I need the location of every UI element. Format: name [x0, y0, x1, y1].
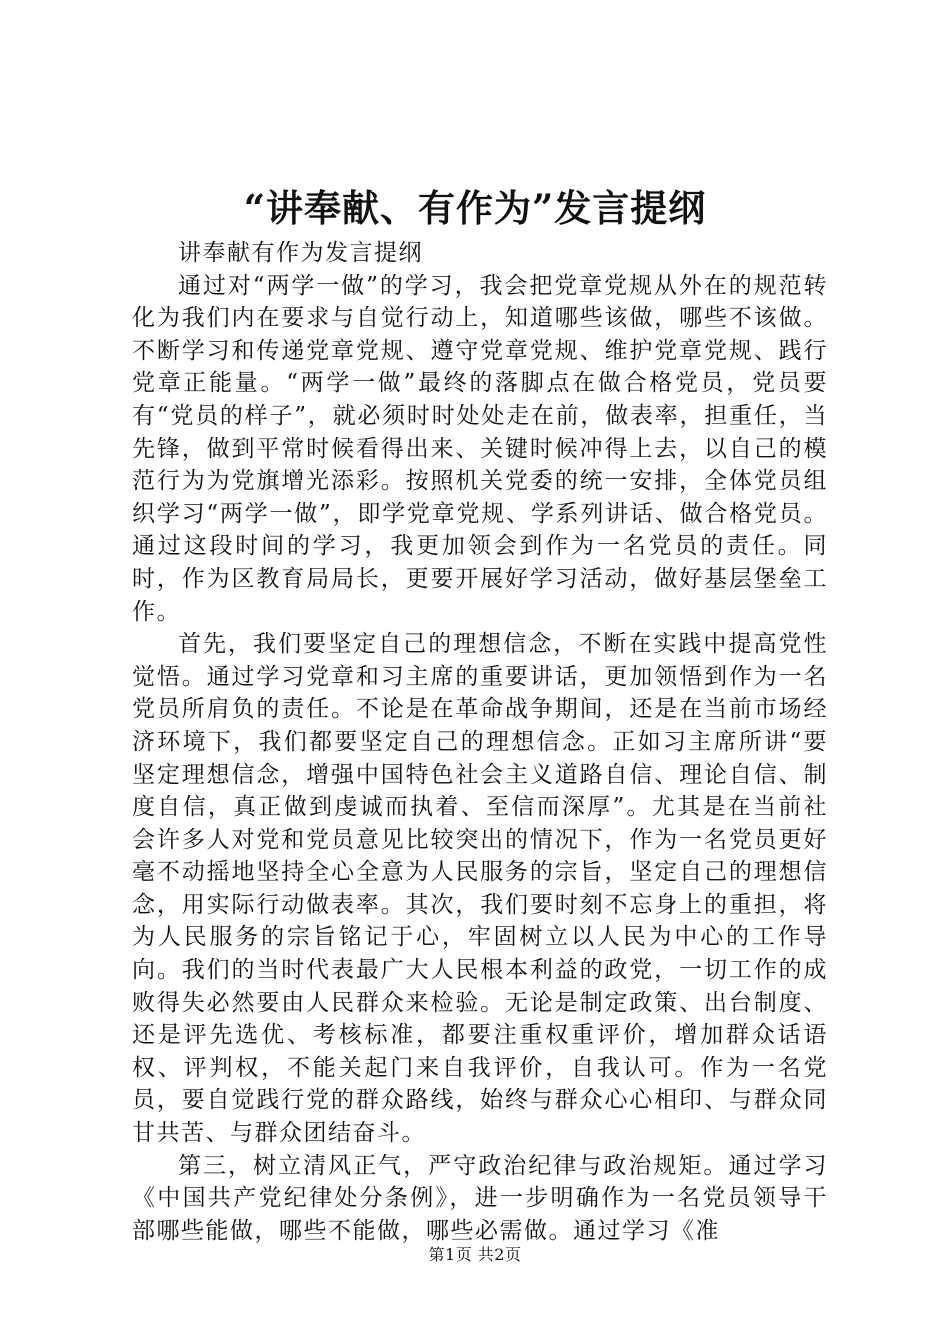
page-number-footer: 第1页 共2页	[428, 1245, 522, 1264]
paragraph: 首先，我们要坚定自己的理想信念，不断在实践中提高党性觉悟。通过学习党章和习主席的重要讲话，更加领悟到作为一名党员所肩负的责任。不论是在革命战争期间，还是在当前市场经济环境下，我们都要坚定自己的理想信念。正如习主席所讲“要坚定理想信念，增强中国特色社会主义道路自信、理论自信、制度自信，真正做到虔诚而执着、至信而深厚”。尤其是在当前社会许多人对党和党员意见比较突出的情况下，作为一名党员更好毫不动摇地坚持全心全意为人民服务的宗旨，坚定自己的理想信念，用实际行动做表率。其次，我们要时刻不忘身上的重担，将为人民服务的宗旨铭记于心，牢固树立以人民为中心的工作导向。我们的当时代表最广大人民根本利益的政党，一切工作的成败得失必然要由人民群众来检验。无论是制定政策、出台制度、还是评先选优、考核标准，都要注重权重评价，增加群众话语权、评判权，不能关起门来自我评价，自我认可。作为一名党员，要自觉践行党的群众路线，始终与群众心心相印、与群众同甘共苦、与群众团结奋斗。	[132, 631, 828, 1147]
paragraph: 第三，树立清风正气，严守政治纪律与政治规矩。通过学习《中国共产党纪律处分条例》，进一步明确作为一名党员领导干部哪些能做，哪些不能做，哪些必需做。通过学习《准	[132, 1152, 828, 1244]
paragraph: 通过对“两学一做”的学习，我会把党章党规从外在的规范转化为我们内在要求与自觉行动上，知道哪些该做，哪些不该做。不断学习和传递党章党规、遵守党章党规、维护党章党规、践行党章正能量。“两学一做”最终的落脚点在做合格党员，党员要有“党员的样子”，就必须时时处处走在前，做表率，担重任，当先锋，做到平常时候看得出来、关键时候冲得上去，以自己的模范行为为党旗增光添彩。按照机关党委的统一安排，全体党员组织学习“两学一做”，即学党章党规、学系列讲话、做合格党员。通过这段时间的学习，我更加领会到作为一名党员的责任。同时，作为区教育局局长，更要开展好学习活动，做好基层堡垒工作。	[132, 272, 828, 625]
document-body	[132, 237, 828, 1247]
document-subtitle: 讲奉献有作为发言提纲	[178, 240, 423, 266]
document-title: “讲奉献、有作为”发言提纲	[243, 186, 707, 230]
